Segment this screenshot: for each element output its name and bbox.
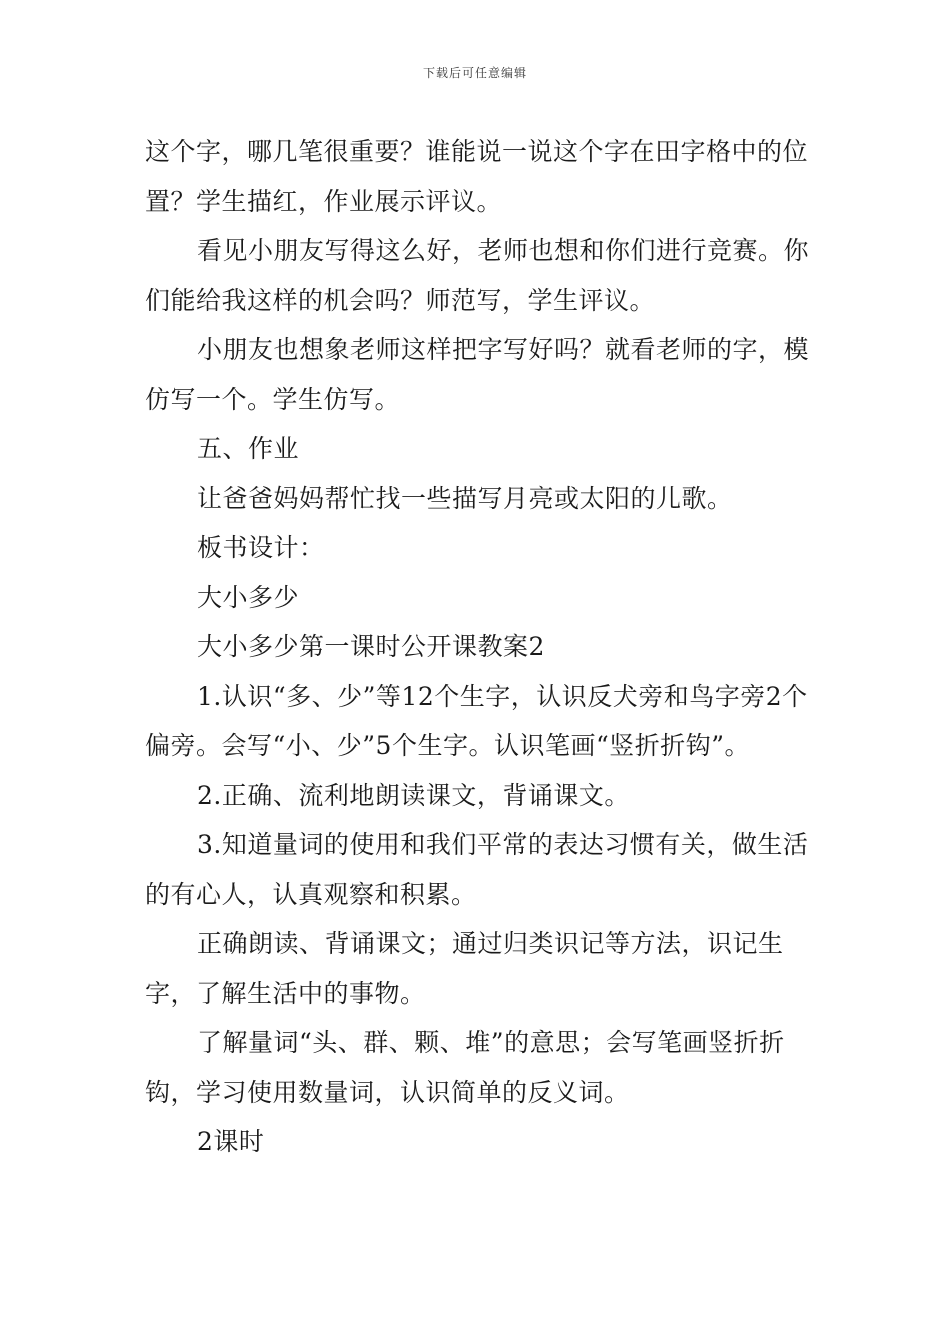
paragraph: 正确朗读、背诵课文；通过归类识记等方法，识记生字，了解生活中的事物。 (145, 929, 784, 1008)
page-header-note: 下载后可任意编辑 (422, 66, 527, 80)
list-item: 2.正确、流利地朗读课文，背诵课文。 (197, 780, 630, 810)
paragraph: 看见小朋友写得这么好，老师也想和你们进行竞赛。你们能给我这样的机会吗？师范写，学生评议。 (145, 236, 810, 315)
paragraph: 小朋友也想象老师这样把字写好吗？就看老师的字，模仿写一个。学生仿写。 (145, 335, 810, 414)
section-heading: 五、作业 (197, 434, 300, 463)
paragraph: 这个字，哪几笔很重要？谁能说一说这个字在田字格中的位置？学生描红，作业展示评议。 (145, 137, 809, 216)
paragraph: 了解量词“头、群、颗、堆”的意思；会写笔画竖折折钩，学习使用数量词，认识简单的反义词。 (145, 1028, 785, 1107)
paragraph: 大小多少第一课时公开课教案2 (197, 632, 545, 661)
paragraph: 让爸爸妈妈帮忙找一些描写月亮或太阳的儿歌。 (197, 483, 733, 513)
paragraph: 2课时 (197, 1127, 265, 1156)
paragraph: 大小多少 (197, 582, 300, 612)
document-body (145, 127, 810, 1167)
paragraph: 板书设计： (197, 533, 325, 562)
list-item: 3.知道量词的使用和我们平常的表达习惯有关，做生活的有心人，认真观察和积累。 (145, 830, 809, 909)
list-item: 1.认识“多、少”等12个生字，认识反犬旁和鸟字旁2个偏旁。会写“小、少”5个生字。认识笔画“竖折折钩”。 (145, 681, 808, 760)
